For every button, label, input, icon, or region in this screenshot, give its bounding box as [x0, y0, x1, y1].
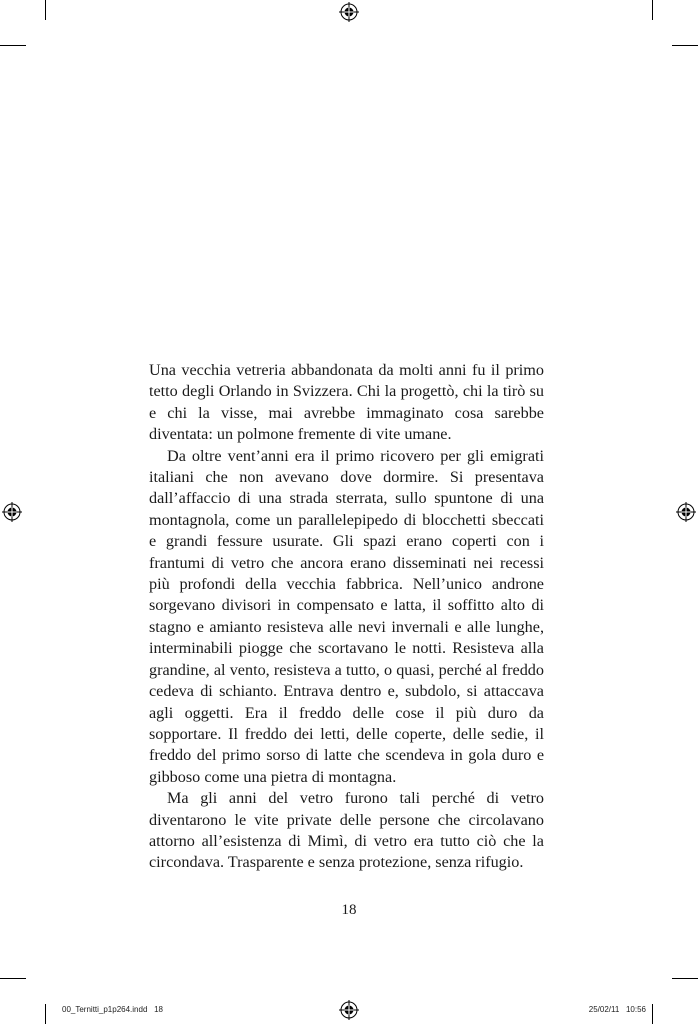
- crop-mark-top-right-h: [672, 45, 698, 46]
- slug-date-time: 25/02/11 10:56: [588, 1005, 646, 1014]
- body-text: [149, 360, 544, 874]
- page-number: 18: [341, 902, 357, 918]
- registration-mark-left-icon: [2, 502, 22, 522]
- crop-mark-top-left: [45, 0, 46, 20]
- crop-mark-top-left-h: [0, 45, 26, 46]
- crop-mark-bottom-left: [45, 1004, 46, 1024]
- crop-mark-bottom-right: [652, 1004, 653, 1024]
- registration-mark-right-icon: [676, 502, 696, 522]
- paragraph-3: Ma gli anni del vetro furono tali perché di vetro diventarono le vite private delle persone che circolavano attorno all’esistenza di Mimì, di vetro era tutto ciò che la circondava. Trasparente e senza protezione, senza rifugio.: [149, 789, 544, 872]
- crop-mark-top-right: [652, 0, 653, 20]
- registration-mark-top-icon: [339, 2, 359, 22]
- paragraph-1: Una vecchia vetreria abbandonata da molti anni fu il primo tetto degli Orlando in Svizzera. Chi la progettò, chi la tirò su e chi la visse, mai avrebbe immaginato cosa sarebbe diventata: un polmone fremente di vite umane.: [149, 361, 544, 444]
- paragraph-2: Da oltre vent’anni era il primo ricovero per gli emigrati italiani che non avevano dove dormire. Si presentava dall’affaccio di una strada sterrata, sullo spuntone di una montagnola, come un parallelepipedo di blocchetti sbeccati e grandi fessure usurate. Gli spazi erano coperti con i frantumi di vetro che ancora erano disseminati nei recessi più profondi della vecchia fabbrica. Nell’unico androne sorgevano divisori in compensato e latta, il soffitto alto di stagno e amianto resisteva alle nevi invernali e alle lunghe, interminabili piogge che scortavano le notti. Resisteva alla grandine, al vento, resisteva a tutto, o quasi, perché al freddo cedeva di schianto. Entrava dentro e, subdolo, si attaccava agli oggetti. Era il freddo delle cose il più duro da sopportare. Il freddo dei letti, delle coperte, delle sedie, il freddo del primo sorso di latte che scendeva in gola duro e gibboso come una pietra di montagna.: [149, 446, 544, 786]
- crop-mark-bottom-left-h: [0, 978, 26, 979]
- crop-mark-bottom-right-h: [672, 978, 698, 979]
- registration-mark-bottom-icon: [339, 1000, 359, 1020]
- slug-file-name: 00_Ternitti_p1p264.indd 18: [62, 1005, 163, 1014]
